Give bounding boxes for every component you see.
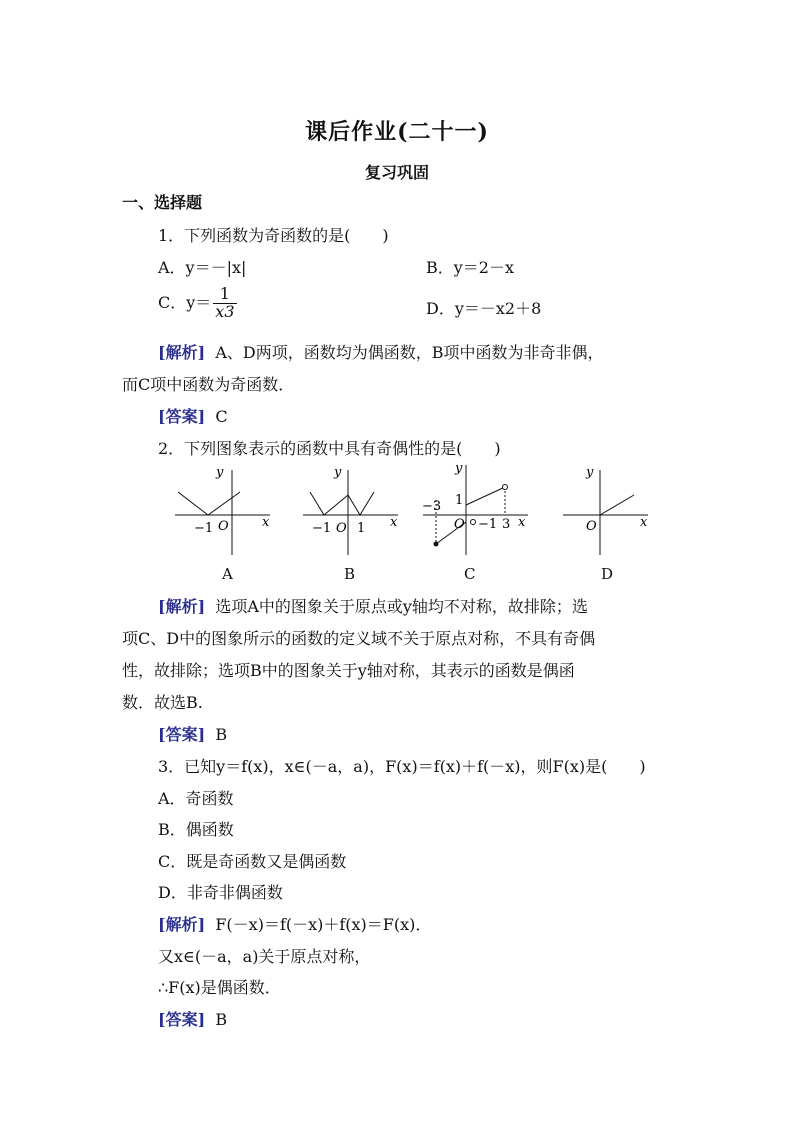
q2-analysis-text: 选项A中的图象关于原点或y轴均不对称，故排除；选 bbox=[215, 597, 588, 616]
page-subtitle: 复习巩固 bbox=[364, 163, 429, 182]
graph-a-caption: A bbox=[222, 565, 233, 583]
graph-a-y-label: y bbox=[216, 465, 224, 480]
q1-answer-tag: [答案] bbox=[158, 407, 206, 426]
q2-analysis-line2: 项C、D中的图象所示的函数的定义域不关于原点对称，不具有奇偶 bbox=[122, 629, 596, 648]
q3-analysis-line2: 又x∈(－a，a)关于原点对称， bbox=[158, 947, 371, 966]
q1-option-a: A．y＝－|x| bbox=[158, 258, 247, 277]
q1-analysis bbox=[158, 340, 603, 363]
q2-analysis-line4: 数．故选B. bbox=[122, 693, 203, 712]
q1-option-c-fraction bbox=[213, 286, 236, 321]
graph-d-x-label: x bbox=[640, 515, 648, 530]
graph-c-caption: C bbox=[464, 565, 476, 583]
q1-option-c bbox=[158, 286, 237, 321]
graph-c-tick-neg1: −1 bbox=[478, 517, 498, 532]
graph-c-y-label: y bbox=[455, 461, 463, 476]
q3-answer-value: B bbox=[215, 1010, 228, 1029]
graph-b-x-label: x bbox=[390, 515, 398, 530]
q1-analysis-text: A、D两项，函数均为偶函数，B项中函数为非奇非偶， bbox=[215, 343, 604, 362]
q3-option-b: B．偶函数 bbox=[158, 820, 234, 839]
q3-analysis-tag: [解析] bbox=[158, 915, 206, 934]
graph-a-x-label: x bbox=[262, 515, 270, 530]
q2-graphs bbox=[160, 460, 660, 590]
q1-option-d: D．y＝－x2＋8 bbox=[426, 299, 542, 318]
q2-answer-value: B bbox=[215, 725, 228, 744]
graph-a bbox=[170, 460, 280, 560]
graph-d-origin: O bbox=[586, 519, 597, 534]
q3-option-c: C．既是奇函数又是偶函数 bbox=[158, 852, 347, 871]
q1-answer bbox=[158, 404, 228, 427]
graph-c-tick-3: 3 bbox=[502, 517, 511, 532]
graph-b-caption: B bbox=[344, 565, 356, 583]
q3-answer-tag: [答案] bbox=[158, 1010, 206, 1029]
q1-option-b: B．y＝2－x bbox=[426, 258, 515, 277]
q3-stem: 3．已知y＝f(x)，x∈(－a，a)，F(x)＝f(x)＋f(－x)，则F(x)是( ) bbox=[158, 757, 646, 776]
section-heading: 一、选择题 bbox=[122, 193, 203, 212]
q3-answer bbox=[158, 1007, 227, 1030]
q3-analysis bbox=[158, 912, 431, 935]
page-title: 课后作业(二十一) bbox=[305, 119, 489, 145]
q3-option-a: A．奇函数 bbox=[158, 789, 234, 808]
graph-c-tick-neg3: −3 bbox=[422, 499, 442, 514]
graph-b-origin: O bbox=[336, 521, 347, 536]
graph-b-tick-neg1: −1 bbox=[312, 521, 332, 536]
graph-c-x-label: x bbox=[518, 515, 526, 530]
q1-answer-value: C bbox=[215, 407, 228, 426]
graph-c-tick-1: 1 bbox=[455, 493, 464, 508]
q1-option-c-prefix: C．y＝ bbox=[158, 292, 212, 312]
graph-b-tick-1: 1 bbox=[357, 521, 366, 536]
graph-b-y-label: y bbox=[334, 465, 342, 480]
q2-answer bbox=[158, 722, 227, 745]
q1-analysis-tag: [解析] bbox=[158, 343, 206, 362]
graph-d-caption: D bbox=[601, 565, 614, 583]
q1-option-c-numerator: 1 bbox=[213, 286, 236, 304]
graph-d bbox=[558, 460, 658, 560]
graph-a-tick-neg1: −1 bbox=[194, 521, 214, 536]
graph-c-origin: O bbox=[454, 517, 465, 532]
graph-c bbox=[418, 460, 538, 560]
q2-stem: 2．下列图象表示的函数中具有奇偶性的是( ) bbox=[158, 439, 501, 458]
q2-answer-tag: [答案] bbox=[158, 725, 206, 744]
q3-option-d: D．非奇非偶函数 bbox=[158, 883, 283, 902]
q1-stem: 1．下列函数为奇函数的是( ) bbox=[158, 226, 389, 245]
graph-b bbox=[298, 460, 408, 560]
q2-analysis bbox=[158, 594, 588, 617]
q2-analysis-tag: [解析] bbox=[158, 597, 206, 616]
q3-analysis-line3: ∴F(x)是偶函数． bbox=[158, 978, 281, 997]
graph-d-y-label: y bbox=[586, 465, 594, 480]
q3-analysis-text: F(－x)＝f(－x)＋f(x)＝F(x)． bbox=[215, 915, 432, 934]
q1-option-c-denominator: x3 bbox=[215, 301, 235, 321]
q2-analysis-line3: 性，故排除；选项B中的图象关于y轴对称，其表示的函数是偶函 bbox=[122, 661, 575, 680]
graph-a-origin: O bbox=[218, 519, 229, 534]
q1-analysis-cont: 而C项中函数为奇函数． bbox=[122, 375, 295, 394]
